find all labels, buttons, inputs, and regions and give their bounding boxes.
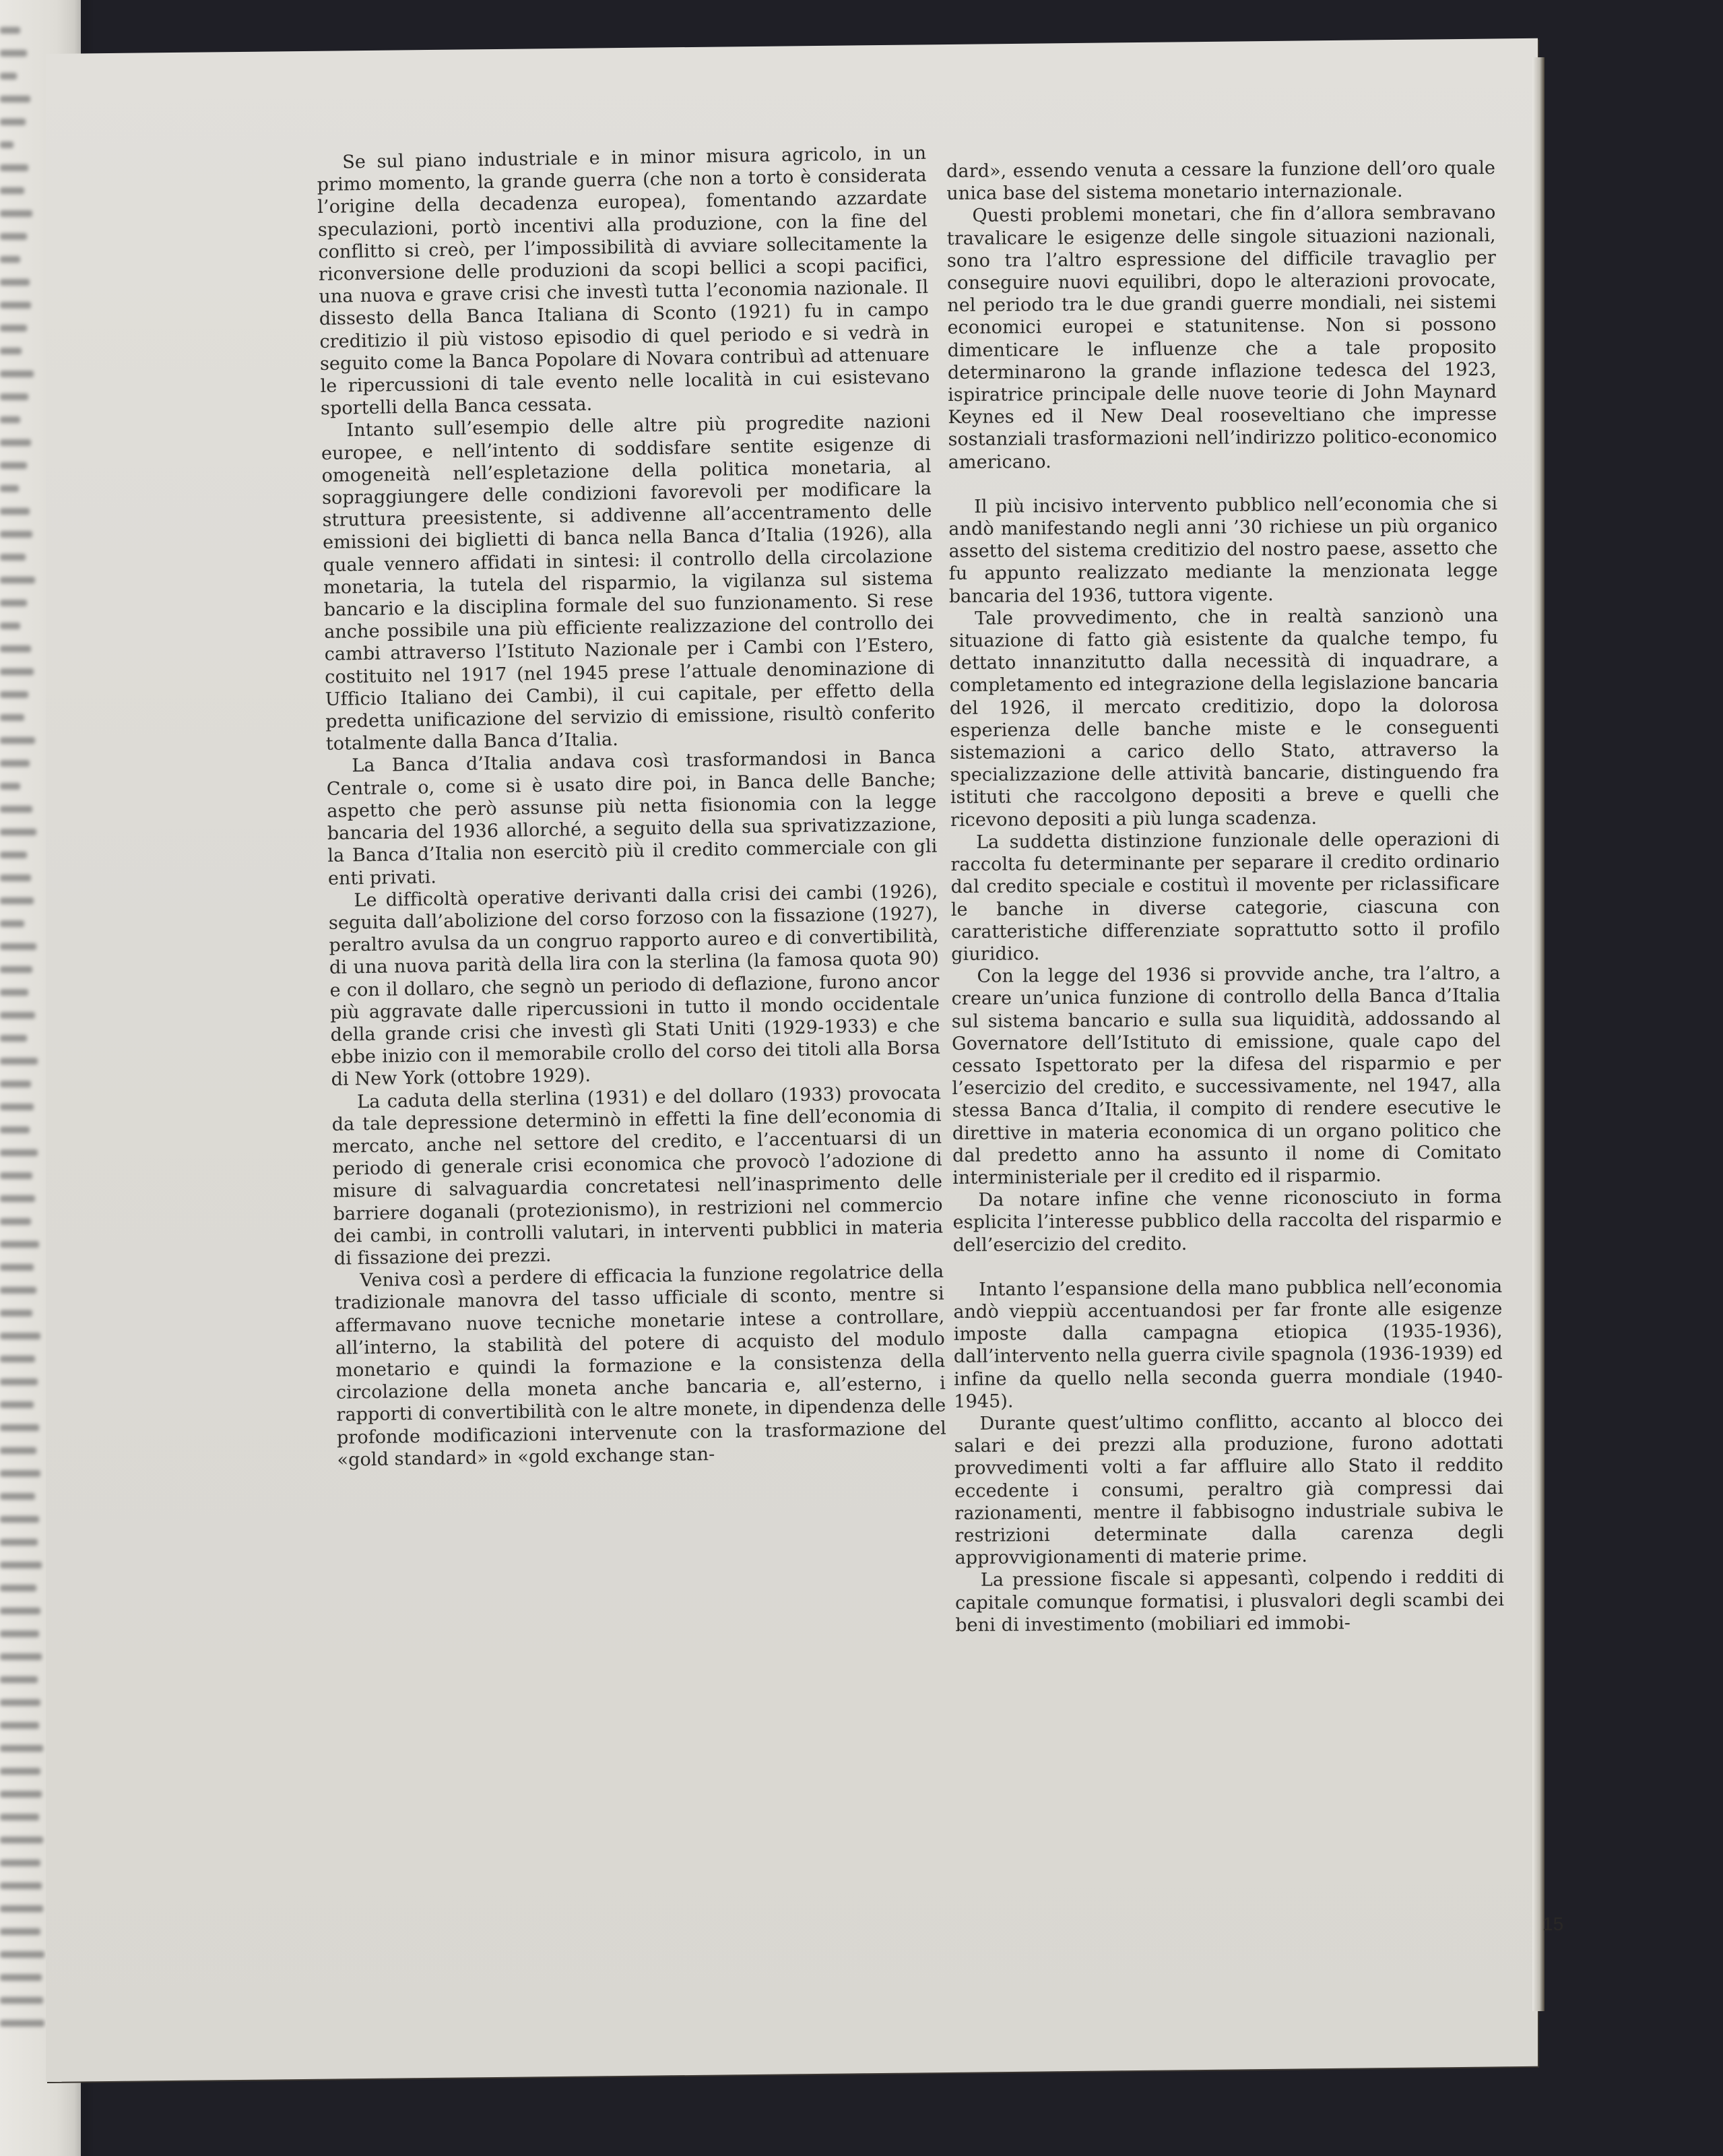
paragraph: Le difficoltà operative derivanti dalla crisi dei cambi (1926), seguita dall’abolizione del corso forzoso con la fissazione (1927), peraltro avulsa da un congruo rapporto aureo e di convertibilità, di una nuova parità della lira con la sterlina (la famosa quota 90) e con il dollaro, che segnò un periodo di deflazione, furono ancor più aggravate dalle ripercussioni in tutto il mondo occidentale della grande crisi che investì gli Stati Uniti (1929-1933) e che ebbe inizio con il memorabile crollo del corso dei titoli alla Borsa di New York (ottobre 1929). (328, 881, 941, 1091)
paragraph: La Banca d’Italia andava così trasformandosi in Banca Centrale o, come si è usato dire poi, in Banca delle Banche; aspetto che però assunse più netta fisionomia con la legge bancaria del 1936 allorché, a seguito della sua sprivatizzazione, la Banca d’Italia non esercitò più il credito commerciale con gli enti privati. (326, 747, 938, 889)
paragraph: Se sul piano industriale e in minor misura agricolo, in un primo momento, la grande guerra (che non a torto è considerata l’origine della decadenza europea), fomentando azzardate speculazioni, portò incentivi alla produzione, con la fine del conflitto si creò, per l’impossibilità di avviare sollecitamente la riconversione delle produzioni da scopi bellici a scopi pacifici, una nuova e grave crisi che investì tutta l’economia nazionale. Il dissesto della Banca Italiana di Sconto (1921) fu in campo creditizio il più vistoso episodio di quel periodo e si vedrà in seguito come la Banca Popolare di Novara contribuì ad attenuare le ripercussioni di tale evento nelle località in cui esistevano sportelli della Banca cessata. (317, 142, 930, 420)
paragraph: Questi problemi monetari, che fin d’allora sembravano travalicare le esigenze delle singole situazioni nazionali, sono tra l’altro espressione del difficile travaglio per conseguire nuovi equilibri, dopo le alterazioni provocate, nel periodo tra le due grandi guerre mondiali, nei sistemi economici europei e statunitense. Non si possono dimenticare le influenze che a tale proposito determinarono la grande inflazione tedesca del 1923, ispiratrice principale delle nuove teorie di John Maynard Keynes ed il New Deal rooseveltiano che impresse sostanziali trasformazioni nell’indirizzo politico-economico americano. (946, 202, 1497, 473)
paragraph: Intanto l’espansione della mano pubblica nell’economia andò vieppiù accentuandosi per far fronte alle esigenze imposte dalla campagna etiopica (1935-1936), dall’intervento nella guerra civile spagnola (1936-1939) ed infine da quello nella seconda guerra mondiale (1940-1945). (953, 1275, 1503, 1412)
paragraph-continuation: dard», essendo venuta a cessare la funzione dell’oro quale unica base del sistema monetario internazionale. (946, 158, 1496, 205)
paragraph: Tale provvedimento, che in realtà sanzionò una situazione di fatto già esistente da qualche tempo, fu dettato innanzitutto dalla necessità di inquadrare, a completamento ed integrazione della legislazione bancaria del 1926, il mercato creditizio, dopo la dolorosa esperienza delle banche miste e le conseguenti sistemazioni a carico dello Stato, attraverso la specializzazione delle attività bancarie, distinguendo fra istituti che raccolgono depositi a breve e quelli che ricevono depositi a più lunga scadenza. (949, 604, 1499, 831)
paragraph: La caduta della sterlina (1931) e del dollaro (1933) provocata da tale depressione determinò in effetti la fine dell’economia di mercato, anche nel settore del credito, e l’accentuarsi di un periodo di generale crisi economica che provocò l’adozione di misure di salvaguardia concretatesi nell’inasprimento delle barriere doganali (protezionismo), in restrizioni nel commercio dei cambi, in controlli valutari, in interventi pubblici in materia di fissazione dei prezzi. (331, 1082, 944, 1269)
paragraph: La pressione fiscale si appesantì, colpendo i redditi di capitale comunque formatisi, i plusvalori degli scambi dei beni di investimento (mobiliari ed immobi- (954, 1566, 1505, 1636)
facing-page-text-lines (0, 27, 47, 2043)
paragraph: Intanto sull’esempio delle altre più progredite nazioni europee, e nell’intento di soddisfare sentite esigenze di omogeneità nell’espletazione della politica monetaria, al sopraggiungere delle condizioni favorevoli per modificare la struttura preesistente, si addivenne all’accentramento delle emissioni dei biglietti di banca nella Banca d’Italia (1926), alla quale vennero affidati in sintesi: il controllo della circolazione monetaria, la tutela del risparmio, la vigilanza sul sistema bancario e la disciplina formale del suo funzionamento. Si rese anche possibile una più efficiente realizzazione del controllo dei cambi attraverso l’Istituto Nazionale per i Cambi con l’Estero, costituito nel 1917 (nel 1945 prese l’attuale denominazione di Ufficio Italiano dei Cambi), il cui capitale, per effetto della predetta unificazione del servizio di emissione, risultò conferito totalmente dalla Banca d’Italia. (321, 411, 936, 755)
paragraph: Il più incisivo intervento pubblico nell’economia che si andò manifestando negli anni ’30 richiese un più organico assetto del sistema creditizio del nostro paese, assetto che fu appunto realizzato mediante la menzionata legge bancaria del 1936, tuttora vigente. (948, 493, 1498, 607)
paragraph: La suddetta distinzione funzionale delle operazioni di raccolta fu determinante per separare il credito ordinario dal credito speciale e costituì il movente per riclassificare le banche in diverse categorie, ciascuna con caratteristiche differenziate soprattutto sotto il profilo giuridico. (950, 828, 1501, 965)
paragraph: Durante quest’ultimo conflitto, accanto al blocco dei salari e dei prezzi alla produzione, furono adottati provvedimenti volti a far affluire allo Stato il reddito eccedente i consumi, peraltro già compressi dai razionamenti, mentre il fabbisogno industriale subiva le restrizioni determinate dalla carenza degli approvvigionamenti di materie prime. (954, 1409, 1504, 1569)
text-column-left (317, 142, 947, 1471)
page-edge (1532, 57, 1545, 2011)
paragraph: Con la legge del 1936 si provvide anche, tra l’altro, a creare un’unica funzione di controllo della Banca d’Italia sul sistema bancario e sulla sua liquidità, addossando al Governatore dell’Istituto di emissione, quale capo del cessato Ispettorato per la difesa del risparmio e per l’esercizio del credito, e successivamente, nel 1947, alla stessa Banca d’Italia, il compito di rendere esecutive le direttive in materia economica di un organo politico che dal predetto anno ha assunto il nome di Comitato interministeriale per il credito ed il risparmio. (951, 963, 1502, 1188)
text-column-right (946, 157, 1504, 1637)
paragraph: Da notare infine che venne riconosciuto in forma esplicita l’interesse pubblico della raccolta del risparmio e dell’esercizio del credito. (952, 1186, 1502, 1256)
paragraph: Veniva così a perdere di efficacia la funzione regolatrice della tradizionale manovra del tasso ufficiale di sconto, mentre si affermavano nuove tecniche monetarie intese a controllare, all’interno, la stabilità del potere di acquisto del modulo monetario e quindi la formazione e la consistenza della circolazione della moneta anche bancaria e, all’esterno, i rapporti di convertibilità con le altre monete, in dipendenza delle profonde modificazioni intervenute con la trasformazione del «gold standard» in «gold exchange stan- (334, 1261, 947, 1471)
page-number: 15 (1542, 1913, 1564, 1934)
